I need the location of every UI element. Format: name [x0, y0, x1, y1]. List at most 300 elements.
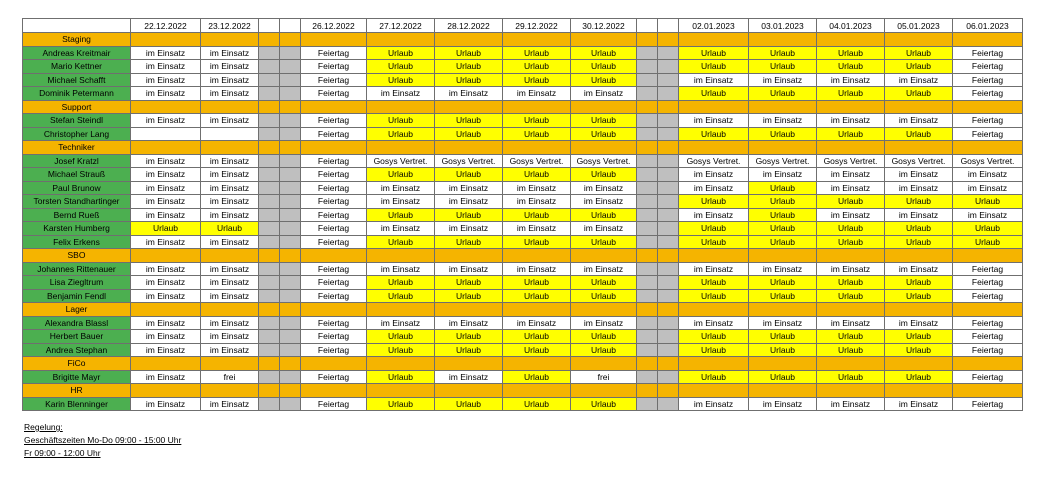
status-cell: Urlaub	[885, 60, 953, 74]
employee-row	[23, 46, 1023, 60]
weekend-cell	[280, 181, 301, 195]
group-name: HR	[23, 384, 131, 398]
status-cell: im Einsatz	[953, 168, 1023, 182]
status-cell: im Einsatz	[131, 46, 201, 60]
group-fill-cell	[885, 303, 953, 317]
employee-name: Karsten Humberg	[23, 222, 131, 236]
status-cell: im Einsatz	[201, 46, 259, 60]
status-cell: Urlaub	[435, 127, 503, 141]
employee-row	[23, 235, 1023, 249]
status-cell: Feiertag	[301, 181, 367, 195]
group-fill-cell	[259, 303, 280, 317]
weekend-cell	[280, 60, 301, 74]
status-cell: Urlaub	[749, 235, 817, 249]
employee-row	[23, 222, 1023, 236]
status-cell: Urlaub	[571, 73, 637, 87]
weekend-cell	[637, 181, 658, 195]
group-fill-cell	[503, 141, 571, 155]
status-cell: Urlaub	[503, 73, 571, 87]
group-fill-cell	[301, 357, 367, 371]
status-cell: Urlaub	[435, 330, 503, 344]
status-cell: Feiertag	[301, 262, 367, 276]
group-fill-cell	[571, 384, 637, 398]
weekend-cell	[658, 60, 679, 74]
status-cell: Urlaub	[749, 181, 817, 195]
employee-row	[23, 127, 1023, 141]
employee-name: Michael Strauß	[23, 168, 131, 182]
group-name: SBO	[23, 249, 131, 263]
weekend-cell	[637, 289, 658, 303]
status-cell: Urlaub	[749, 195, 817, 209]
group-fill-cell	[131, 33, 201, 47]
group-fill-cell	[201, 100, 259, 114]
status-cell: Feiertag	[953, 289, 1023, 303]
group-fill-cell	[435, 384, 503, 398]
group-fill-cell	[280, 384, 301, 398]
status-cell: Feiertag	[301, 208, 367, 222]
group-fill-cell	[817, 249, 885, 263]
weekend-cell	[637, 235, 658, 249]
status-cell: Urlaub	[885, 195, 953, 209]
group-fill-cell	[658, 357, 679, 371]
status-cell: im Einsatz	[749, 262, 817, 276]
group-fill-cell	[435, 100, 503, 114]
rules-note	[24, 421, 181, 460]
status-cell: Urlaub	[953, 222, 1023, 236]
status-cell: Feiertag	[301, 87, 367, 101]
status-cell: Feiertag	[301, 154, 367, 168]
status-cell: Urlaub	[503, 235, 571, 249]
status-cell: Urlaub	[435, 235, 503, 249]
employee-name: Herbert Bauer	[23, 330, 131, 344]
weekend-cell	[637, 114, 658, 128]
status-cell: Feiertag	[953, 276, 1023, 290]
group-fill-cell	[301, 249, 367, 263]
status-cell: Urlaub	[571, 330, 637, 344]
group-fill-cell	[131, 100, 201, 114]
status-cell: Urlaub	[435, 276, 503, 290]
status-cell: im Einsatz	[367, 195, 435, 209]
group-fill-cell	[131, 384, 201, 398]
status-cell: im Einsatz	[435, 262, 503, 276]
status-cell: Urlaub	[571, 397, 637, 411]
status-cell: Urlaub	[817, 195, 885, 209]
weekend-cell	[259, 60, 280, 74]
employee-name: Felix Erkens	[23, 235, 131, 249]
status-cell: Urlaub	[571, 235, 637, 249]
group-fill-cell	[280, 303, 301, 317]
group-fill-cell	[367, 100, 435, 114]
status-cell: im Einsatz	[749, 168, 817, 182]
weekend-cell	[280, 397, 301, 411]
status-cell: im Einsatz	[885, 262, 953, 276]
group-row	[23, 100, 1023, 114]
status-cell: Urlaub	[571, 127, 637, 141]
date-header: 27.12.2022	[367, 19, 435, 33]
status-cell: Feiertag	[301, 235, 367, 249]
group-fill-cell	[571, 33, 637, 47]
group-fill-cell	[280, 33, 301, 47]
weekend-cell	[280, 127, 301, 141]
employee-name: Brigitte Mayr	[23, 370, 131, 384]
status-cell: im Einsatz	[749, 397, 817, 411]
group-fill-cell	[679, 357, 749, 371]
status-cell: Urlaub	[749, 370, 817, 384]
status-cell: Feiertag	[301, 343, 367, 357]
weekend-cell	[259, 397, 280, 411]
group-fill-cell	[131, 303, 201, 317]
status-cell: Urlaub	[367, 168, 435, 182]
status-cell: im Einsatz	[367, 87, 435, 101]
weekend-cell	[658, 208, 679, 222]
status-cell: Gosys Vertret.	[817, 154, 885, 168]
status-cell: Feiertag	[953, 114, 1023, 128]
status-cell: im Einsatz	[503, 316, 571, 330]
status-cell: Feiertag	[301, 114, 367, 128]
status-cell: Urlaub	[435, 208, 503, 222]
status-cell: im Einsatz	[131, 195, 201, 209]
group-fill-cell	[259, 100, 280, 114]
date-header: 28.12.2022	[435, 19, 503, 33]
employee-name: Torsten Standhartinger	[23, 195, 131, 209]
status-cell: Urlaub	[817, 235, 885, 249]
status-cell: Urlaub	[435, 289, 503, 303]
weekend-cell	[637, 370, 658, 384]
weekend-cell	[658, 114, 679, 128]
employee-row	[23, 114, 1023, 128]
status-cell: Urlaub	[367, 127, 435, 141]
status-cell: Urlaub	[679, 127, 749, 141]
group-fill-cell	[637, 357, 658, 371]
status-cell: Urlaub	[885, 127, 953, 141]
group-fill-cell	[280, 100, 301, 114]
weekend-cell	[259, 127, 280, 141]
group-fill-cell	[885, 100, 953, 114]
group-fill-cell	[637, 249, 658, 263]
weekend-cell	[637, 330, 658, 344]
status-cell: Urlaub	[817, 222, 885, 236]
status-cell: im Einsatz	[953, 181, 1023, 195]
weekend-cell	[637, 154, 658, 168]
weekend-cell	[280, 195, 301, 209]
employee-name: Karin Blenninger	[23, 397, 131, 411]
status-cell: im Einsatz	[131, 262, 201, 276]
status-cell: im Einsatz	[749, 73, 817, 87]
status-cell: Urlaub	[503, 114, 571, 128]
weekend-cell	[280, 235, 301, 249]
status-cell: im Einsatz	[503, 195, 571, 209]
status-cell: im Einsatz	[885, 397, 953, 411]
group-fill-cell	[301, 303, 367, 317]
status-cell: Urlaub	[367, 60, 435, 74]
status-cell: Gosys Vertret.	[953, 154, 1023, 168]
status-cell: Gosys Vertret.	[503, 154, 571, 168]
group-name: Staging	[23, 33, 131, 47]
weekend-cell	[658, 46, 679, 60]
status-cell: Urlaub	[503, 46, 571, 60]
status-cell	[131, 127, 201, 141]
weekend-cell	[637, 262, 658, 276]
status-cell: Urlaub	[367, 46, 435, 60]
status-cell: im Einsatz	[571, 262, 637, 276]
weekend-cell	[259, 114, 280, 128]
status-cell: im Einsatz	[679, 397, 749, 411]
group-fill-cell	[280, 141, 301, 155]
status-cell: Gosys Vertret.	[749, 154, 817, 168]
weekend-cell	[637, 343, 658, 357]
weekend-cell	[259, 168, 280, 182]
group-fill-cell	[259, 384, 280, 398]
header-spacer	[637, 19, 658, 33]
group-fill-cell	[679, 249, 749, 263]
group-fill-cell	[953, 141, 1023, 155]
group-fill-cell	[658, 100, 679, 114]
weekend-cell	[637, 127, 658, 141]
status-cell: Feiertag	[301, 289, 367, 303]
business-hours-mon-thu: Geschäftszeiten Mo-Do 09:00 - 15:00 Uhr	[24, 435, 182, 445]
status-cell: Gosys Vertret.	[885, 154, 953, 168]
status-cell: Feiertag	[301, 222, 367, 236]
group-fill-cell	[679, 33, 749, 47]
status-cell: Feiertag	[953, 87, 1023, 101]
status-cell: Urlaub	[885, 289, 953, 303]
group-row	[23, 384, 1023, 398]
status-cell: im Einsatz	[201, 195, 259, 209]
group-fill-cell	[571, 100, 637, 114]
status-cell: im Einsatz	[817, 114, 885, 128]
weekend-cell	[280, 262, 301, 276]
status-cell: im Einsatz	[571, 181, 637, 195]
group-fill-cell	[435, 357, 503, 371]
group-fill-cell	[658, 33, 679, 47]
employee-name: Alexandra Blassl	[23, 316, 131, 330]
group-fill-cell	[679, 384, 749, 398]
status-cell: Urlaub	[367, 397, 435, 411]
weekend-cell	[259, 87, 280, 101]
status-cell: Urlaub	[885, 235, 953, 249]
group-fill-cell	[749, 357, 817, 371]
status-cell: Gosys Vertret.	[435, 154, 503, 168]
status-cell: im Einsatz	[201, 114, 259, 128]
status-cell: im Einsatz	[435, 87, 503, 101]
group-fill-cell	[658, 141, 679, 155]
status-cell: Urlaub	[679, 195, 749, 209]
status-cell: Urlaub	[679, 60, 749, 74]
status-cell: Urlaub	[749, 127, 817, 141]
status-cell: im Einsatz	[201, 181, 259, 195]
date-header: 23.12.2022	[201, 19, 259, 33]
weekend-cell	[658, 87, 679, 101]
status-cell: Urlaub	[503, 330, 571, 344]
status-cell: im Einsatz	[503, 222, 571, 236]
status-cell: im Einsatz	[201, 262, 259, 276]
employee-row	[23, 262, 1023, 276]
status-cell: im Einsatz	[201, 208, 259, 222]
status-cell: im Einsatz	[503, 87, 571, 101]
status-cell: im Einsatz	[201, 289, 259, 303]
employee-name: Mario Kettner	[23, 60, 131, 74]
weekend-cell	[280, 343, 301, 357]
status-cell: im Einsatz	[679, 262, 749, 276]
status-cell: Urlaub	[749, 222, 817, 236]
weekend-cell	[637, 46, 658, 60]
status-cell: Urlaub	[571, 289, 637, 303]
status-cell: Urlaub	[953, 195, 1023, 209]
status-cell: Gosys Vertret.	[679, 154, 749, 168]
weekend-cell	[259, 330, 280, 344]
status-cell: frei	[201, 370, 259, 384]
date-header: 04.01.2023	[817, 19, 885, 33]
group-fill-cell	[367, 141, 435, 155]
status-cell: im Einsatz	[885, 181, 953, 195]
weekend-cell	[259, 195, 280, 209]
status-cell	[201, 127, 259, 141]
status-cell: Urlaub	[749, 276, 817, 290]
status-cell: Urlaub	[571, 60, 637, 74]
weekend-cell	[280, 316, 301, 330]
group-fill-cell	[201, 357, 259, 371]
weekend-cell	[280, 168, 301, 182]
status-cell: Feiertag	[953, 343, 1023, 357]
group-fill-cell	[259, 141, 280, 155]
status-cell: Urlaub	[817, 370, 885, 384]
group-fill-cell	[301, 100, 367, 114]
weekend-cell	[658, 370, 679, 384]
weekend-cell	[658, 73, 679, 87]
group-fill-cell	[503, 384, 571, 398]
status-cell: Feiertag	[301, 370, 367, 384]
status-cell: im Einsatz	[679, 73, 749, 87]
status-cell: im Einsatz	[131, 235, 201, 249]
status-cell: Urlaub	[679, 289, 749, 303]
group-fill-cell	[953, 384, 1023, 398]
status-cell: im Einsatz	[749, 114, 817, 128]
weekend-cell	[259, 262, 280, 276]
status-cell: im Einsatz	[503, 181, 571, 195]
status-cell: im Einsatz	[435, 222, 503, 236]
employee-row	[23, 168, 1023, 182]
status-cell: Urlaub	[571, 276, 637, 290]
status-cell: Urlaub	[435, 46, 503, 60]
status-cell: Urlaub	[817, 60, 885, 74]
status-cell: im Einsatz	[201, 60, 259, 74]
weekend-cell	[259, 154, 280, 168]
date-header: 03.01.2023	[749, 19, 817, 33]
status-cell: im Einsatz	[201, 343, 259, 357]
status-cell: Feiertag	[953, 46, 1023, 60]
group-fill-cell	[503, 100, 571, 114]
date-header: 26.12.2022	[301, 19, 367, 33]
status-cell: Urlaub	[679, 370, 749, 384]
status-cell: Feiertag	[301, 195, 367, 209]
status-cell: Urlaub	[503, 60, 571, 74]
weekend-cell	[280, 330, 301, 344]
group-fill-cell	[749, 33, 817, 47]
weekend-cell	[637, 397, 658, 411]
status-cell: Feiertag	[953, 370, 1023, 384]
group-fill-cell	[571, 303, 637, 317]
status-cell: Urlaub	[571, 46, 637, 60]
employee-row	[23, 195, 1023, 209]
group-fill-cell	[953, 303, 1023, 317]
group-fill-cell	[749, 141, 817, 155]
status-cell: Urlaub	[435, 73, 503, 87]
group-fill-cell	[749, 249, 817, 263]
employee-name: Paul Brunow	[23, 181, 131, 195]
status-cell: Urlaub	[367, 208, 435, 222]
status-cell: im Einsatz	[817, 316, 885, 330]
weekend-cell	[259, 73, 280, 87]
group-fill-cell	[435, 303, 503, 317]
group-fill-cell	[637, 100, 658, 114]
status-cell: im Einsatz	[201, 154, 259, 168]
weekend-cell	[259, 181, 280, 195]
group-fill-cell	[131, 249, 201, 263]
weekend-cell	[259, 316, 280, 330]
status-cell: im Einsatz	[817, 168, 885, 182]
group-fill-cell	[885, 33, 953, 47]
weekend-cell	[637, 276, 658, 290]
status-cell: Urlaub	[571, 168, 637, 182]
group-fill-cell	[817, 357, 885, 371]
status-cell: Urlaub	[367, 330, 435, 344]
status-cell: im Einsatz	[571, 222, 637, 236]
weekend-cell	[658, 195, 679, 209]
status-cell: Urlaub	[679, 276, 749, 290]
status-cell: Urlaub	[503, 397, 571, 411]
weekend-cell	[637, 168, 658, 182]
group-fill-cell	[953, 100, 1023, 114]
status-cell: Urlaub	[679, 235, 749, 249]
status-cell: im Einsatz	[679, 208, 749, 222]
status-cell: im Einsatz	[953, 208, 1023, 222]
status-cell: Feiertag	[953, 330, 1023, 344]
status-cell: Feiertag	[301, 330, 367, 344]
status-cell: im Einsatz	[131, 289, 201, 303]
weekend-cell	[280, 46, 301, 60]
employee-row	[23, 208, 1023, 222]
status-cell: im Einsatz	[817, 262, 885, 276]
status-cell: Feiertag	[953, 397, 1023, 411]
employee-name: Christopher Lang	[23, 127, 131, 141]
weekend-cell	[637, 73, 658, 87]
status-cell: Urlaub	[817, 87, 885, 101]
status-cell: Urlaub	[885, 330, 953, 344]
header-spacer	[280, 19, 301, 33]
employee-name: Dominik Petermann	[23, 87, 131, 101]
status-cell: im Einsatz	[749, 316, 817, 330]
group-fill-cell	[131, 357, 201, 371]
status-cell: Feiertag	[953, 262, 1023, 276]
group-fill-cell	[658, 249, 679, 263]
group-name: Support	[23, 100, 131, 114]
status-cell: Gosys Vertret.	[571, 154, 637, 168]
group-name: FiCo	[23, 357, 131, 371]
status-cell: im Einsatz	[571, 316, 637, 330]
employee-row	[23, 87, 1023, 101]
group-fill-cell	[367, 384, 435, 398]
weekend-cell	[280, 73, 301, 87]
employee-row	[23, 316, 1023, 330]
weekend-cell	[259, 276, 280, 290]
group-fill-cell	[679, 100, 749, 114]
status-cell: Urlaub	[503, 343, 571, 357]
group-fill-cell	[503, 357, 571, 371]
weekend-cell	[280, 289, 301, 303]
status-cell: im Einsatz	[131, 208, 201, 222]
status-cell: im Einsatz	[131, 154, 201, 168]
status-cell: im Einsatz	[131, 87, 201, 101]
